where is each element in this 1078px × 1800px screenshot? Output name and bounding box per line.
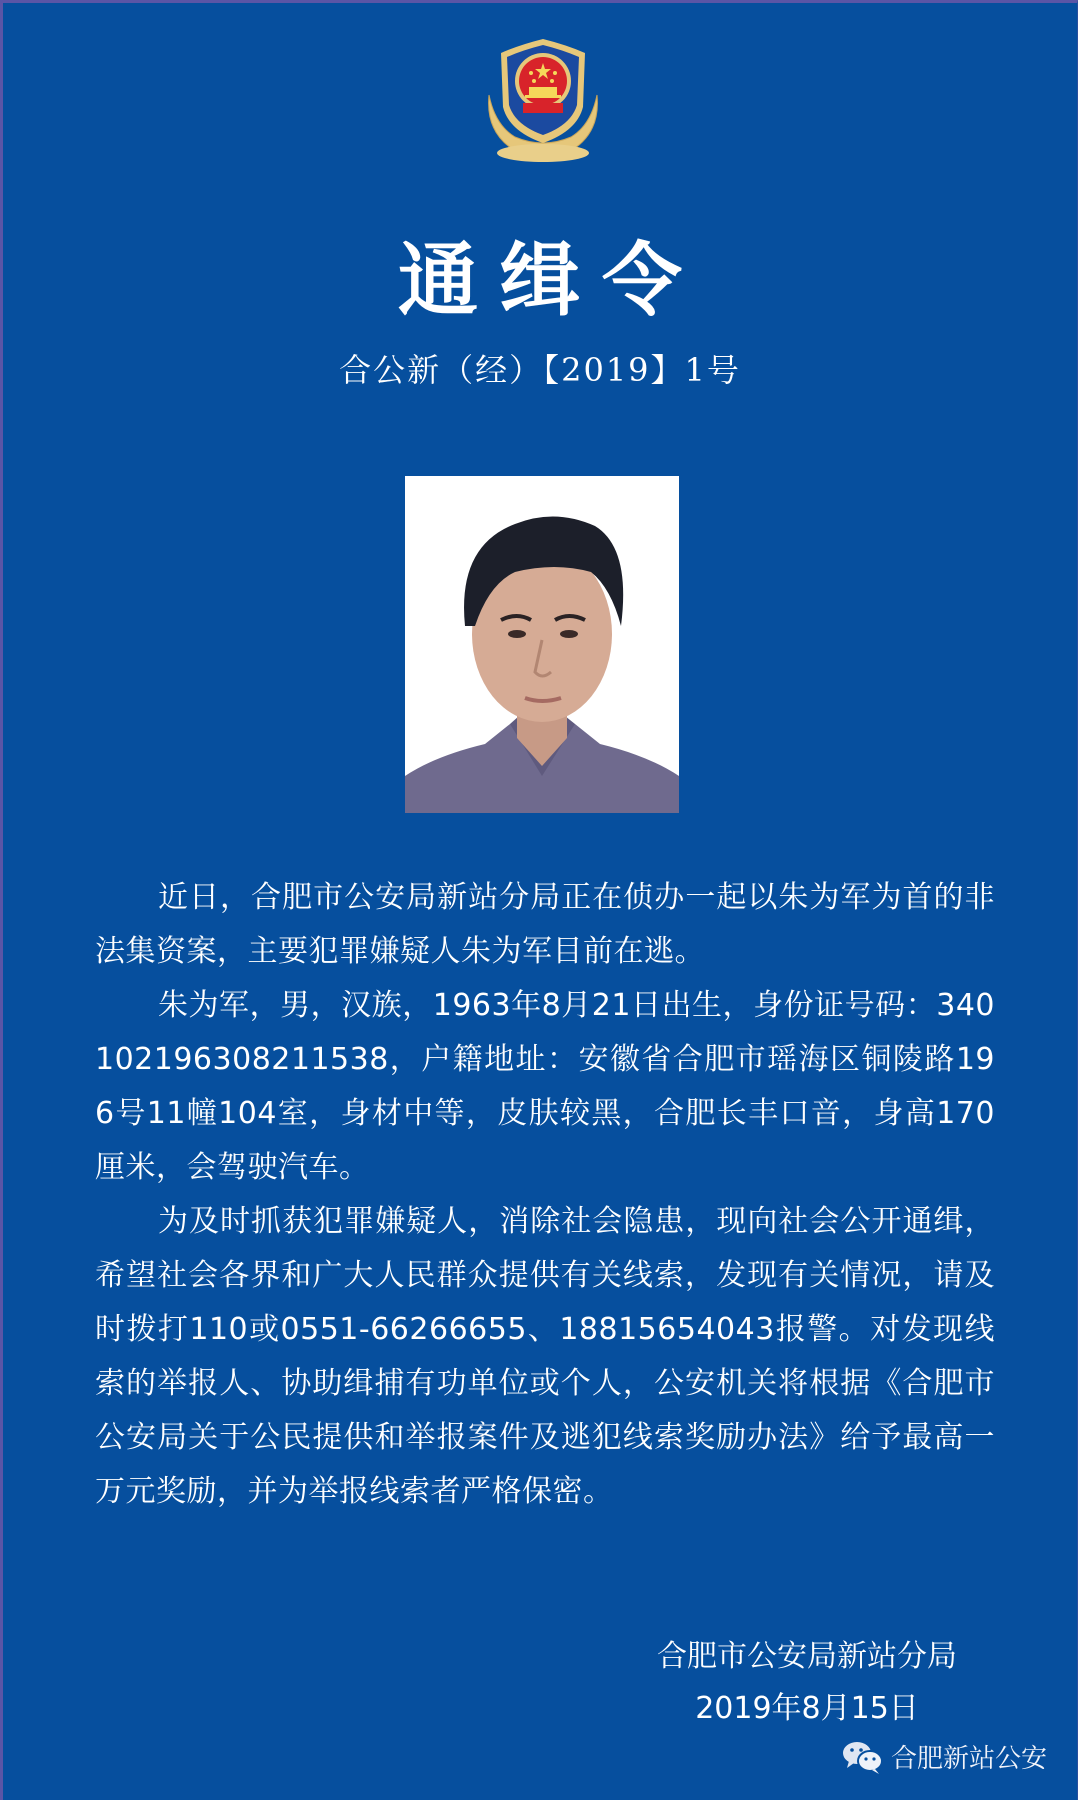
paragraph-reward-contact: 为及时抓获犯罪嫌疑人，消除社会隐患，现向社会公开通缉，希望社会各界和广大人民群众提供有关线索，发现有关情况，请及时拨打110或0551-66266655、18815654043报警。对发现线索的举报人、协助缉捕有功单位或个人，公安机关将根据《合肥市公安局关于公民提供和举报案件及逃犯线索奖励办法》给予最高一万元奖励，并为举报线索者严格保密。 <box>95 1204 995 1509</box>
page-title: 通缉令 <box>398 234 704 327</box>
police-emblem-icon <box>479 25 607 165</box>
paragraph-suspect-details: 朱为军，男，汉族，1963年8月21日出生，身份证号码：340102196308211538，户籍地址：安徽省合肥市瑶海区铜陵路196号11幢104室，身材中等，皮肤较黑，合肥长丰口音，身高170厘米，会驾驶汽车。 <box>95 988 995 1185</box>
wechat-watermark <box>841 1738 1047 1775</box>
issue-date: 2019年8月15日 <box>695 1691 919 1726</box>
suspect-photo <box>405 476 679 813</box>
wechat-account-name: 合肥新站公安 <box>891 1744 1048 1774</box>
signature-block <box>647 1631 967 1735</box>
issuing-organization: 合肥市公安局新站分局 <box>657 1639 957 1674</box>
document-number: 合公新（经）【2019】1号 <box>339 351 741 389</box>
wechat-icon <box>841 1739 885 1775</box>
notice-body <box>95 871 995 1519</box>
paragraph-case-intro: 近日，合肥市公安局新站分局正在侦办一起以朱为军为首的非法集资案，主要犯罪嫌疑人朱为军目前在逃。 <box>95 880 995 969</box>
